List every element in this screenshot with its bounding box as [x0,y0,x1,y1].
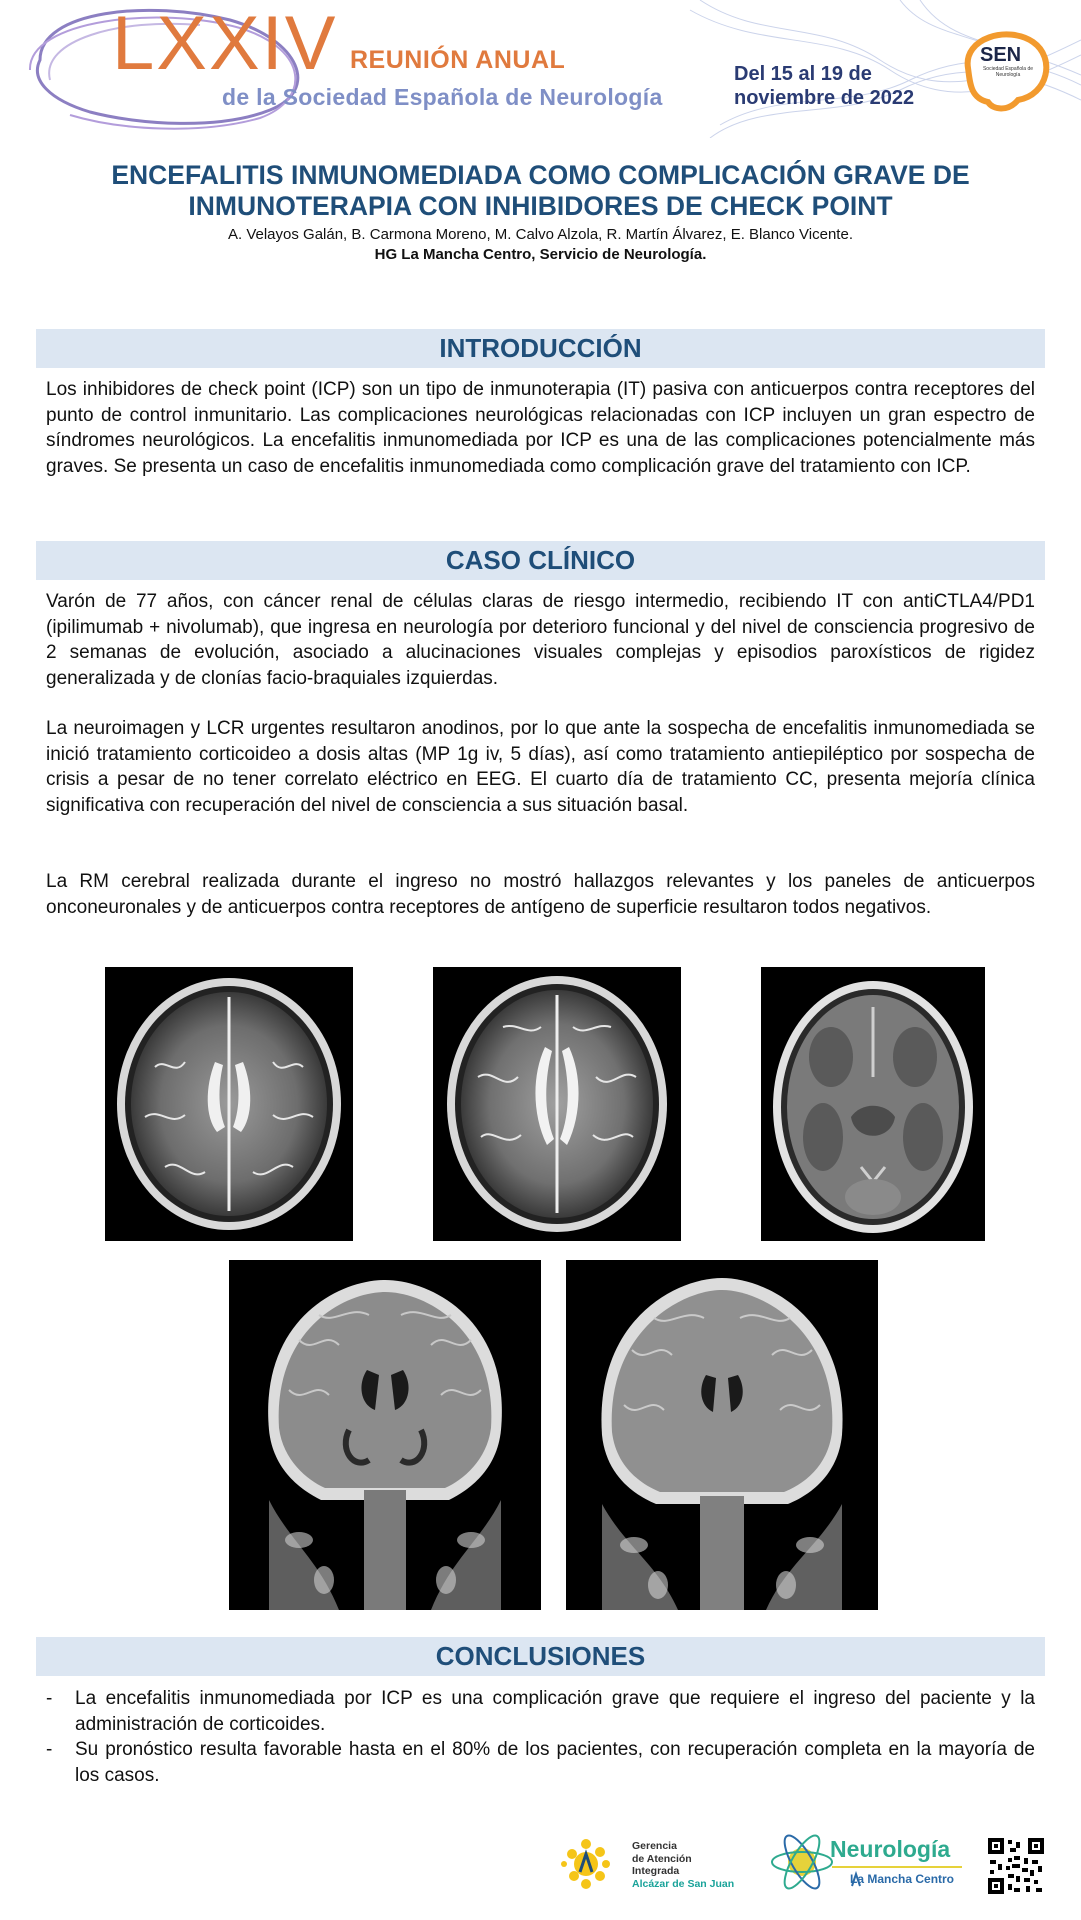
list-item [46,1737,1035,1788]
event-dates: Del 15 al 19 de noviembre de 2022 [734,63,915,109]
qr-code-icon [988,1838,1044,1894]
conclusion-text: Su pronóstico resulta favorable hasta en el 80% de los pacientes, con recuperación completa en la mayoría de los casos. [75,1739,1035,1786]
conference-banner [0,0,1081,138]
section-heading-caso-clinico: CASO CLÍNICO [36,541,1045,580]
gai-line-4: Alcázar de San Juan [632,1877,735,1890]
mri-axial-t2-image-2 [433,967,681,1241]
conclusion-text: La encefalitis inmunomediada por ICP es una complicación grave que requiere el ingreso del paciente y la administración de corticoides. [75,1688,1035,1735]
poster-authors: A. Velayos Galán, B. Carmona Moreno, M. Calvo Alzola, R. Martín Álvarez, E. Blanco Vicente. [227,226,853,243]
mri-axial-t1-image [761,967,985,1241]
mri-coronal-flair-image-1 [229,1260,541,1610]
society-name: de la Sociedad Española de Neurología [222,84,663,110]
neurologia-logo-title: Neurología [830,1836,951,1862]
edition-numeral: LXXIV [112,1,338,86]
list-item [46,1686,1035,1737]
mri-coronal-flair-image-2 [566,1260,878,1610]
neurologia-logo-divider [832,1866,962,1868]
section-heading-introduccion: INTRODUCCIÓN [36,329,1045,368]
introduccion-text: Los inhibidores de check point (ICP) son un tipo de inmunoterapia (IT) pasiva con anticuerpos contra receptores del punto de control inmunitario. Las complicaciones neurológicas relacionadas con ICP incluyen un gran espectro de síndromes neurológicos. La encefalitis inmunomediada por ICP es una de las complicaciones potencialmente más graves. Se presenta un caso de encefalitis inmunomediada como complicación grave del tratamiento con ICP. [46,379,1035,477]
list-dash: - [46,1739,53,1760]
mri-axial-t2-image-1 [105,967,353,1241]
gai-logo-text [632,1840,734,1890]
caso-paragraph-3: La RM cerebral realizada durante el ingreso no mostró hallazgos relevantes y los paneles de anticuerpos onconeuronales y de anticuerpos contra receptores de antígeno de superficie resultaron todos negativos. [46,871,1035,918]
meeting-label: REUNIÓN ANUAL [350,46,566,74]
poster-title: ENCEFALITIS INMUNOMEDIADA COMO COMPLICACIÓN GRAVE DE INMUNOTERAPIA CON INHIBIDORES DE CHECK POINT [111,160,970,221]
sen-logo-label: SEN [980,44,1022,66]
neurologia-logo-subtitle: La Mancha Centro [850,1872,955,1886]
gai-line-2: de Atención [632,1852,692,1865]
section-heading-conclusiones: CONCLUSIONES [36,1637,1045,1676]
list-dash: - [46,1688,53,1709]
caso-paragraph-1: Varón de 77 años, con cáncer renal de células claras de riesgo intermedio, recibiendo IT con antiCTLA4/PD1 (ipilimumab + nivolumab), que ingresa en neurología por deterioro funcional y del nivel de consciencia progresivo de 2 semanas de evolución, asociado a alucinaciones visuales complejas y episodios paroxísticos de rigidez generalizada y de clonías facio-braquiales izquierdas. [46,591,1035,689]
caso-paragraph-2: La neuroimagen y LCR urgentes resultaron anodinos, por lo que ante la sospecha de encefalitis inmunomediada se inició tratamiento corticoideo a dosis altas (MP 1g iv, 5 días), así como tratamiento antiepiléptico por sospecha de crisis a pesar de no tener correlato eléctrico en EEG. El cuarto día de tratamiento CC, presenta mejoría clínica significativa con recuperación del nivel de consciencia a sus situación basal. [46,718,1035,816]
conclusiones-list [46,1686,1035,1788]
sen-logo-sublabel: Sociedad Española de Neurología [982,66,1034,78]
gai-line-1: Gerencia [632,1840,677,1852]
gai-line-3: Integrada [632,1865,680,1877]
poster-affiliation: HG La Mancha Centro, Servicio de Neurología. [374,246,707,263]
